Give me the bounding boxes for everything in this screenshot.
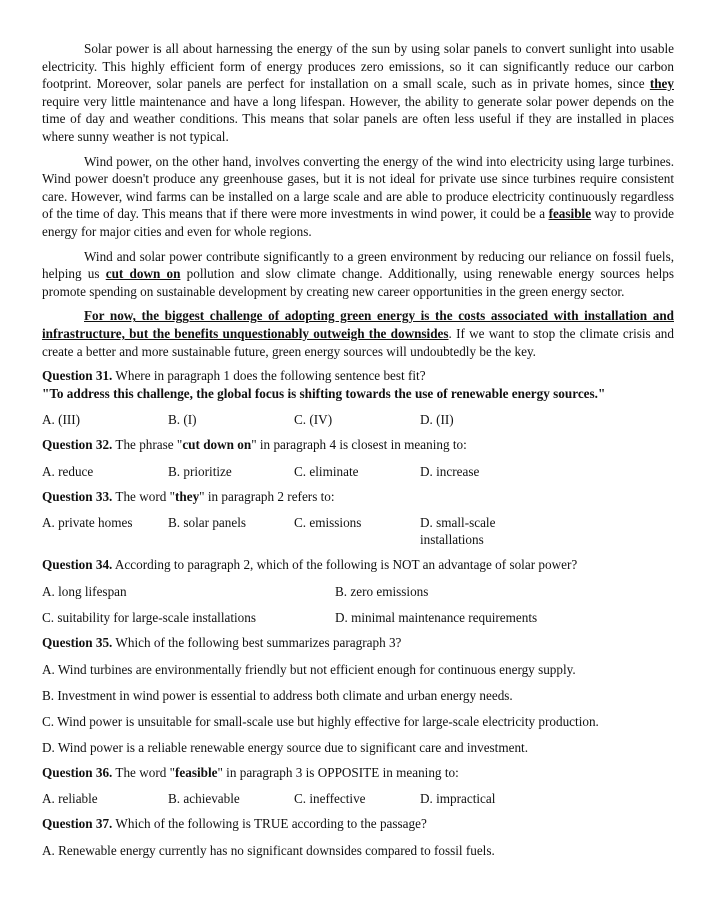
question-35-label: Question 35. [42, 635, 113, 651]
question-32-key-phrase: cut down on [182, 437, 252, 453]
question-31-option-a[interactable]: A. (III) [42, 412, 81, 428]
question-33-label: Question 33. [42, 488, 113, 504]
question-37-option-a[interactable]: A. Renewable energy currently has no significant downsides compared to fossil fuels. [42, 842, 495, 858]
paragraph-2 [42, 153, 674, 241]
question-32-option-c[interactable]: C. eliminate [294, 463, 359, 479]
question-35 [42, 634, 674, 652]
paragraph-4 [42, 307, 674, 360]
question-37 [42, 815, 674, 833]
paragraph-1-highlight: they [649, 76, 674, 92]
question-32 [42, 436, 674, 454]
paragraph-2-text-b: way to provide energy for major cities and even for whole regions. [42, 206, 674, 239]
question-33-option-d[interactable]: D. small-scale installations [420, 515, 496, 548]
question-33-option-a[interactable]: A. private homes [42, 515, 133, 531]
question-34-option-b[interactable]: B. zero emissions [335, 584, 429, 600]
question-35-text: Which of the following best summarizes paragraph 3? [112, 635, 402, 651]
question-36-option-a[interactable]: A. reliable [42, 791, 98, 807]
question-34-label: Question 34. [42, 557, 113, 573]
paragraph-3-text-b: pollution and slow climate change. Additionally, using renewable energy sources helps promote spending on sustainable development by creating new career opportunities in the green energy sector. [42, 266, 674, 299]
question-32-label: Question 32. [42, 437, 113, 453]
question-31-options [42, 411, 674, 428]
question-34-option-d[interactable]: D. minimal maintenance requirements [335, 610, 538, 626]
question-34-option-a[interactable]: A. long lifespan [42, 584, 127, 600]
question-32-text-post: " in paragraph 4 is closest in meaning to: [251, 437, 467, 453]
question-31-option-c[interactable]: C. (IV) [294, 412, 333, 428]
question-34-text: According to paragraph 2, which of the following is NOT an advantage of solar power? [112, 557, 578, 573]
question-37-label: Question 37. [42, 816, 113, 832]
question-34-options-row-1 [42, 583, 674, 600]
question-36-text-post: " in paragraph 3 is OPPOSITE in meaning to: [217, 764, 459, 780]
question-36-key-word: feasible [174, 764, 218, 780]
question-31-text: Where in paragraph 1 does the following sentence best fit? [112, 368, 426, 384]
question-33-option-b[interactable]: B. solar panels [168, 515, 247, 531]
question-33-key-word: they [174, 488, 200, 504]
question-32-options [42, 463, 674, 480]
question-33 [42, 488, 674, 506]
paragraph-2-text-a: Wind power, on the other hand, involves converting the energy of the wind into electricity using large turbines. Wind power doesn't produce any greenhouse gases, but it is not ideal for private use since turbines require consistent care. However, wind farms can be installed on a large scale and are able to produce electricity continuously regardless of the time of day. This means that if there were more investments in wind power, it could be a [42, 153, 674, 222]
paragraph-3-text-a: Wind and solar power contribute significantly to a green environment by reducing our reliance on fossil fuels, helping us [42, 248, 674, 282]
question-34 [42, 556, 674, 574]
question-list [42, 367, 674, 859]
document-page [42, 40, 674, 867]
paragraph-4-text-b: . If we want to stop the climate crisis and create a better and more sustainable future, green energy sources will undoubtedly be the key. [42, 325, 674, 359]
paragraph-1-text-a: Solar power is all about harnessing the energy of the sun by using solar panels to convert sunlight into usable electricity. This highly efficient form of energy produces zero emissions, so it can significantly reduce our carbon footprint. Moreover, solar panels are perfect for installation on a small scale, such as in private homes, since [42, 41, 674, 92]
paragraph-1 [42, 40, 674, 146]
paragraph-1-text-b: require very little maintenance and have a long lifespan. However, the ability to generate solar power depends on the time of day and weather conditions. This means that solar panels are often less useful if they are installed in places where sunny weather is not typical. [42, 93, 674, 144]
question-34-option-c[interactable]: C. suitability for large-scale installations [42, 610, 257, 626]
paragraph-4-highlight: For now, the biggest challenge of adopting green energy is the costs associated with installation and infrastructure, but the benefits unquestionably outweigh the downsides [42, 308, 674, 341]
question-36-text-pre: The word " [112, 764, 175, 780]
question-36 [42, 764, 674, 782]
question-33-option-c[interactable]: C. emissions [294, 515, 362, 531]
question-36-option-b[interactable]: B. achievable [168, 791, 240, 807]
question-31-option-b[interactable]: B. (I) [168, 412, 197, 428]
question-36-label: Question 36. [42, 764, 113, 780]
paragraph-3-highlight: cut down on [105, 266, 181, 282]
question-31-quote: "To address this challenge, the global focus is shifting towards the use of renewable energy sources." [42, 385, 606, 401]
question-36-option-c[interactable]: C. ineffective [294, 791, 366, 807]
question-31-option-d[interactable]: D. (II) [420, 412, 454, 428]
question-33-text-pre: The word " [112, 488, 175, 504]
question-36-option-d[interactable]: D. impractical [420, 791, 496, 807]
question-32-option-b[interactable]: B. prioritize [168, 463, 232, 479]
question-32-option-d[interactable]: D. increase [420, 463, 480, 479]
question-32-option-a[interactable]: A. reduce [42, 463, 94, 479]
question-32-text-pre: The phrase " [112, 437, 183, 453]
question-31-label: Question 31. [42, 368, 113, 384]
paragraph-2-highlight: feasible [548, 206, 592, 222]
question-33-text-post: " in paragraph 2 refers to: [199, 488, 335, 504]
question-35-option-a[interactable]: A. Wind turbines are environmentally friendly but not efficient enough for continuous energy supply. [42, 661, 576, 677]
question-31 [42, 367, 674, 385]
question-36-options [42, 790, 674, 807]
question-37-text: Which of the following is TRUE according to the passage? [112, 816, 427, 832]
question-34-options-row-2 [42, 609, 674, 626]
question-33-options [42, 514, 674, 548]
question-35-option-d[interactable]: D. Wind power is a reliable renewable energy source due to significant care and investment. [42, 739, 529, 755]
question-35-option-c[interactable]: C. Wind power is unsuitable for small-scale use but highly effective for large-scale electricity production. [42, 713, 599, 729]
paragraph-3 [42, 248, 674, 301]
question-35-option-b[interactable]: B. Investment in wind power is essential to address both climate and urban energy needs. [42, 687, 513, 703]
